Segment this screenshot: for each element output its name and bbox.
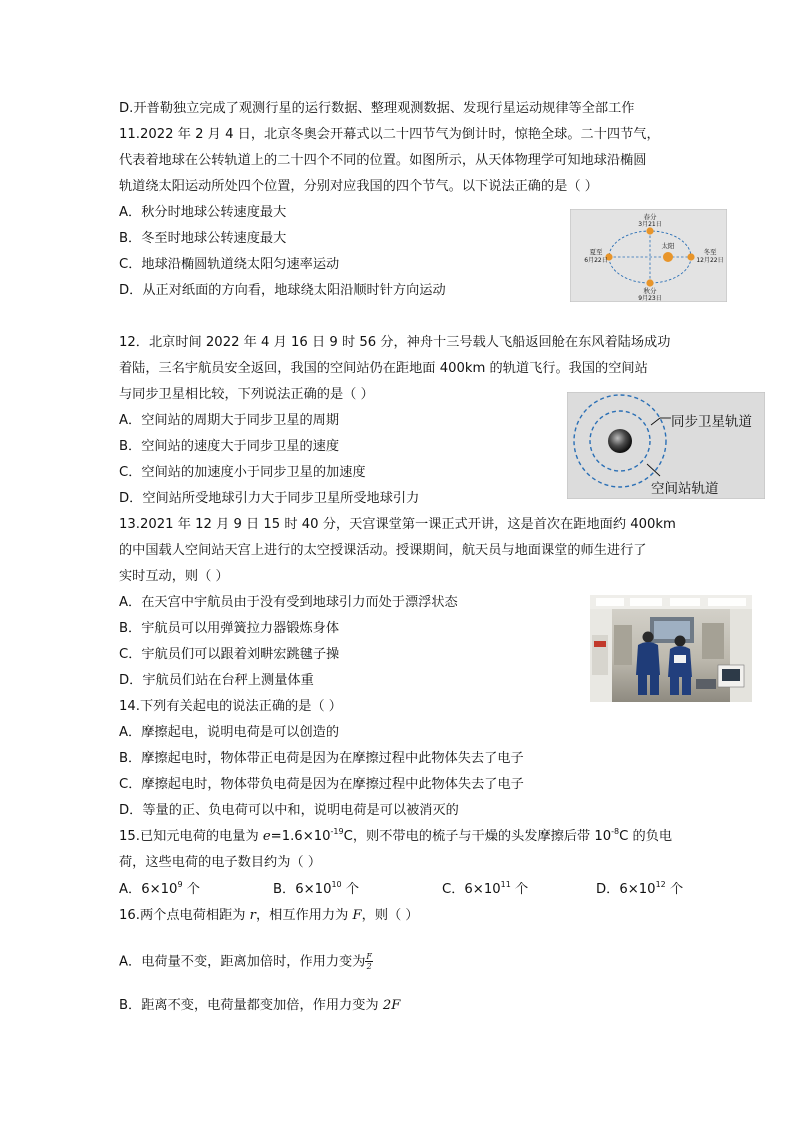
q11-orbit-figure <box>570 209 727 302</box>
q13-option-d: D．宇航员们站在台秤上测量体重 <box>119 673 314 688</box>
q13-stem-line-1: 13.2021 年 12 月 9 日 15 时 40 分，天宫课堂第一课正式开讲，这是首次在距地面约 400km <box>119 517 676 532</box>
q16-symbol-f: F <box>352 908 362 923</box>
label-sync-orbit: 同步卫星轨道 <box>671 414 752 430</box>
label-autumn: 秋分 <box>643 287 657 295</box>
q15-stem-text-c: C，则不带电的梳子与干燥的头发摩擦后带 10 <box>343 829 612 844</box>
q12-option-a: A．空间站的周期大于同步卫星的周期 <box>119 413 340 428</box>
q13-stem-line-3: 实时互动，则（ ） <box>119 569 229 584</box>
q11-option-b: B．冬至时地球公转速度最大 <box>119 231 287 246</box>
q12-stem-line-1: 12．北京时间 2022 年 4 月 16 日 9 时 56 分，神舟十三号载人飞船返回舱在东风着陆场成功 <box>119 335 671 350</box>
q10-option-d: D.开普勒独立完成了观测行星的运行数据、整理观测数据、发现行星运动规律等全部工作 <box>119 101 635 116</box>
label-summer: 夏至 <box>589 248 603 256</box>
q15-stem-text-a: 15.已知元电荷的电量为 <box>119 829 263 844</box>
q15-stem-line-2: 荷，这些电荷的电子数目约为（ ） <box>119 855 322 870</box>
q15-option-c: C．$6\times 10^{11}$ 个 <box>442 880 529 897</box>
q16-stem: 16.两个点电荷相距为 r，相互作用力为 F，则（ ） <box>119 908 419 923</box>
q11-option-c: C．地球沿椭圆轨道绕太阳匀速率运动 <box>119 257 340 272</box>
q16-option-a: A．电荷量不变，距离加倍时，作用力变为 $\frac{F}{2}$ <box>119 952 372 971</box>
label-winter-date: 12月22日 <box>696 257 724 264</box>
q16-fraction-f-over-2: $\frac{F}{2}$ <box>366 952 372 971</box>
q12-option-b: B．空间站的速度大于同步卫星的速度 <box>119 439 340 454</box>
earth-winter-marker <box>687 253 694 260</box>
q15-stem-text-b: =1.6×10 <box>270 829 331 844</box>
q14-option-a: A．摩擦起电，说明电荷是可以创造的 <box>119 725 340 740</box>
earth-spring-marker <box>646 227 653 234</box>
label-station-orbit: 空间站轨道 <box>651 481 719 497</box>
q11-stem-line-1: 11.2022 年 2 月 4 日，北京冬奥会开幕式以二十四节气为倒计时，惊艳全球。二十四节气， <box>119 127 660 142</box>
q12-orbit-figure <box>567 392 765 499</box>
q14-option-d: D．等量的正、负电荷可以中和，说明电荷是可以被消灭的 <box>119 803 459 818</box>
q15-symbol-e: e <box>262 829 271 844</box>
label-summer-date: 6月22日 <box>584 257 608 264</box>
q11-stem-line-3: 轨道绕太阳运动所处四个位置，分别对应我国的四个节气。以下说法正确的是（ ） <box>119 179 598 194</box>
label-spring: 春分 <box>643 213 657 221</box>
q15-stem-text-d: C 的负电 <box>619 829 673 844</box>
q13-space-station-photo <box>590 595 752 702</box>
q12-stem-line-2: 着陆，三名宇航员安全返回，我国的空间站仍在距地面 400km 的轨道飞行。我国的空间站 <box>119 361 648 376</box>
q14-stem: 14.下列有关起电的说法正确的是（ ） <box>119 699 342 714</box>
q16-option-b: B．距离不变，电荷量都变加倍，作用力变为 2F <box>119 998 401 1013</box>
q16-symbol-r: r <box>249 908 256 923</box>
q15-stem-line-1 <box>119 828 672 846</box>
label-spring-date: 3月21日 <box>638 221 662 228</box>
q15-option-a: A．$6\times 10^9$ 个 <box>119 880 200 897</box>
label-winter: 冬至 <box>703 248 717 256</box>
q14-option-c: C．摩擦起电时，物体带负电荷是因为在摩擦过程中此物体失去了电子 <box>119 777 524 792</box>
q15-option-b: B．$6\times 10^{10}$ 个 <box>273 880 360 897</box>
q13-stem-line-2: 的中国载人空间站天宫上进行的太空授课活动。授课期间，航天员与地面课堂的师生进行了 <box>119 543 647 558</box>
q12-stem-line-3: 与同步卫星相比较，下列说法正确的是（ ） <box>119 387 374 402</box>
q11-stem-line-2: 代表着地球在公转轨道上的二十四个不同的位置。如图所示，从天体物理学可知地球沿椭圆 <box>119 153 647 168</box>
q11-option-a: A．秋分时地球公转速度最大 <box>119 205 287 220</box>
q15-option-d: D．$6\times 10^{12}$ 个 <box>596 880 684 897</box>
label-autumn-date: 9月23日 <box>638 295 662 302</box>
q16-value-2f: 2F <box>382 998 401 1013</box>
label-sun: 太阳 <box>661 242 675 250</box>
earth-icon <box>608 429 632 453</box>
earth-autumn-marker <box>646 279 653 286</box>
q12-option-d: D．空间站所受地球引力大于同步卫星所受地球引力 <box>119 491 420 506</box>
q12-option-c: C．空间站的加速度小于同步卫星的加速度 <box>119 465 366 480</box>
q15-exponent-1: -19 <box>330 827 344 836</box>
q13-option-a: A．在天宫中宇航员由于没有受到地球引力而处于漂浮状态 <box>119 595 458 610</box>
q13-option-c: C．宇航员们可以跟着刘畊宏跳毽子操 <box>119 647 340 662</box>
q15-exponent-2: -8 <box>611 827 620 836</box>
q14-option-b: B．摩擦起电时，物体带正电荷是因为在摩擦过程中此物体失去了电子 <box>119 751 524 766</box>
q11-option-d: D．从正对纸面的方向看，地球绕太阳沿顺时针方向运动 <box>119 283 446 298</box>
sun-marker <box>663 252 673 262</box>
q13-option-b: B．宇航员可以用弹簧拉力器锻炼身体 <box>119 621 340 636</box>
